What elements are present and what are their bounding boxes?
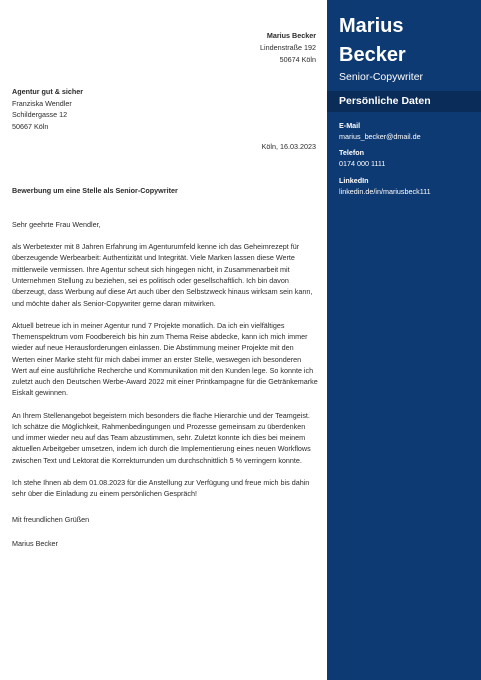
recipient-street: Schildergasse 12 [12, 110, 68, 119]
paragraph-3: An Ihrem Stellenangebot begeistern mich besonders die flache Hierarchie und der Teamgeist. Ich schätze die Möglichkeit, Rahmenbedingungen und Prozesse gemeinsam zu überdenken und immer wieder neu auf das Team abzustimmen, sehr. Zuletzt konnte ich dies bei meinem aktuellen Arbeitgeber umsetzen, indem ich durch die Implementierung eines neuen Workflows zwischen Text und Lektorat die Korrekturrunden um durchschnittlich 5 % verringern konnte. [12, 410, 311, 465]
closing: Mit freundlichen Grüßen [12, 515, 90, 525]
sender-name: Marius Becker [266, 31, 316, 40]
sender-street: Lindenstraße 192 [260, 43, 316, 52]
linkedin-value[interactable]: linkedin.de/in/mariusbeck111 [339, 187, 431, 196]
sender-address [260, 30, 316, 66]
sidebar [327, 0, 481, 680]
letter-date: Köln, 16.03.2023 [261, 142, 316, 151]
sidebar-last-name: Becker [339, 44, 406, 66]
email-value[interactable]: marius_becker@dmail.de [339, 132, 421, 141]
email-label: E-Mail [339, 121, 361, 130]
sidebar-name [339, 12, 406, 70]
paragraph-4: Ich stehe Ihnen ab dem 01.08.2023 für die Anstellung zur Verfügung und freue mich bis dahin sehr über die Einladung zu einem persönlichen Gespräch! [12, 477, 310, 499]
email-block [339, 120, 421, 142]
paragraph-2: Aktuell betreue ich in meiner Agentur rund 7 Projekte monatlich. Da ich ein vielfältiges Themenspektrum vom Foodbereich bis hin zum Thema Reise abdecke, kann ich mich immer wieder auf neue Herausforderungen einlassen. Die Abstimmung meiner Projekte mit den Werten einer Marke steht für mich dabei immer an erster Stelle, weswegen ich besonderen Wert auf eine ausführliche Recherche und Kommunikation mit den Kunden lege. So konnte ich zuletzt auch den Deutschen Werbe-Award 2022 mit einer Printkampagne für die Getränkemarke Eiskalt gewinnen. [12, 320, 318, 398]
phone-value[interactable]: 0174 000 1111 [339, 159, 386, 168]
letter-body [12, 219, 318, 560]
phone-block [339, 147, 385, 169]
linkedin-label: LinkedIn [339, 176, 369, 185]
sidebar-first-name: Marius [339, 15, 404, 37]
linkedin-block [339, 175, 431, 197]
recipient-city: 50667 Köln [12, 121, 49, 131]
recipient-contact: Franziska Wendler [12, 98, 72, 108]
sender-city: 50674 Köln [279, 55, 316, 64]
recipient-company: Agentur gut & sicher [12, 87, 84, 96]
sidebar-role: Senior-Copywriter [339, 71, 424, 83]
personal-data-heading: Persönliche Daten [327, 91, 481, 112]
letter-subject: Bewerbung um eine Stelle als Senior-Copywriter [12, 186, 178, 195]
salutation: Sehr geehrte Frau Wendler, [12, 220, 101, 229]
phone-label: Telefon [339, 148, 365, 157]
signature: Marius Becker [12, 538, 58, 548]
paragraph-1: als Werbetexter mit 8 Jahren Erfahrung im Agenturumfeld kenne ich das Geheimrezept für überzeugende Werbearbeit: Authentizität und Integrität. Viele Marken lassen diese Werte mittlerweile vermissen. Ihre Agentur scheut sich hingegen nicht, in Zusammenarbeit mit Unternehmen Stellung zu beziehen, sei es politisch oder gesellschaftlich. Ich bin davon überzeugt, dass Werbung auf diese Art auch über den Selbstzweck hinaus wirksam sein kann, und möchte daher als Senior-Copywriter gerne daran mitwirken. [12, 242, 313, 308]
recipient-address [12, 86, 83, 132]
